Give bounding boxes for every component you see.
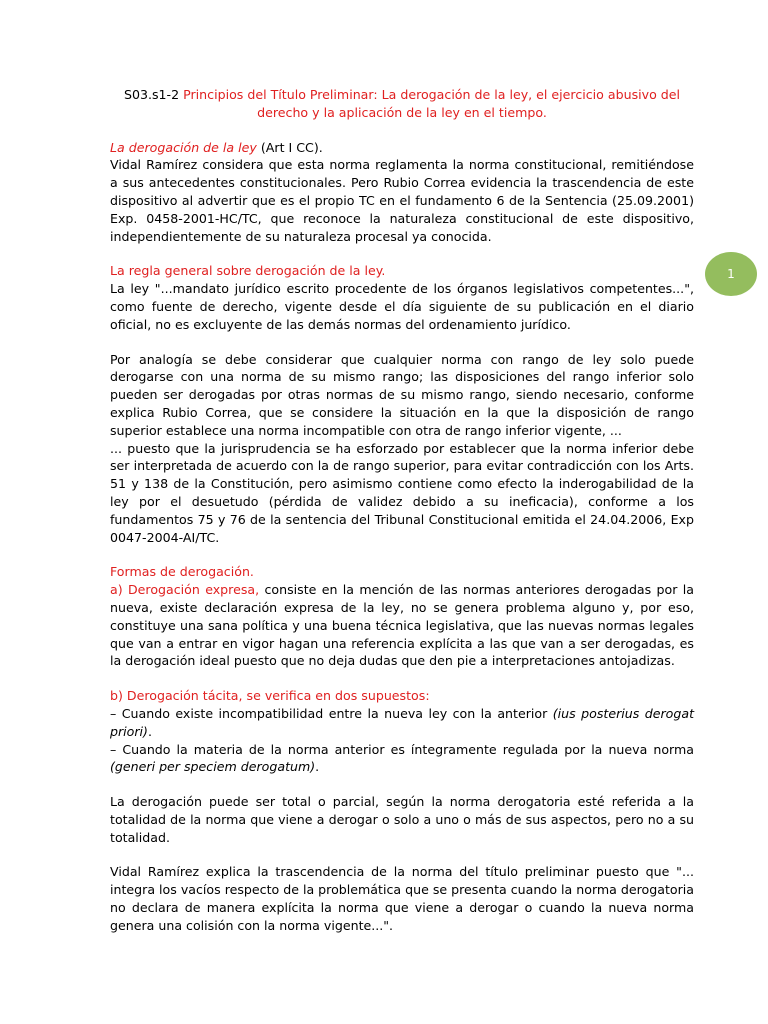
section-heading: Formas de derogación.: [110, 564, 254, 580]
section-heading: La regla general sobre derogación de la ley.: [110, 263, 386, 279]
section-paragraph: Vidal Ramírez considera que esta norma reglamenta la norma constitucional, remitiéndose a sus antecedentes constitucionales. Pero Rubio Correa evidencia la trascendencia de este dispositivo al advertir que es el propio TC en el fundamento 6 de la Sentencia (25.09.2001) Exp. 0458-2001-HC/TC, que reconoce la naturaleza constitucional de este dispositivo, independientemente de su naturaleza procesal ya conocida.: [110, 157, 694, 244]
section-heading-line: [110, 139, 694, 157]
section-heading: La derogación de la ley: [110, 139, 257, 155]
section-paragraph: Vidal Ramírez explica la trascendencia de la norma del título preliminar puesto que "... integra los vacíos respecto de la problemática que se presenta cuando la norma derogatoria no declara de manera explícita la norma que viene a derogar o cuando la nueva norma genera una colisión con la norma vigente...".: [110, 864, 694, 933]
list-item-text: – Cuando existe incompatibilidad entre la nueva ley con la anterior: [110, 705, 553, 721]
title-code: S03.s1-2: [123, 87, 180, 102]
list-item-end: .: [147, 723, 152, 739]
section-heading: b) Derogación tácita, se verifica en dos supuestos:: [110, 688, 430, 704]
section-formas-derogacion: [110, 563, 694, 670]
document-page: [110, 86, 694, 952]
page-number: 1: [727, 267, 735, 281]
section-derogacion-ley: [110, 139, 694, 246]
list-item: [110, 741, 694, 777]
section-analogia: [110, 351, 694, 547]
section-total-parcial: [110, 793, 694, 846]
paragraph-analogia: Por analogía se debe considerar que cualquier norma con rango de ley solo puede derogarse con una norma de su mismo rango; las disposiciones del rango inferior solo pueden ser derogadas por otras normas de su mismo rango, siendo necesario, conforme explica Rubio Correa, que se considere la situación en la que la disposición de rango superior establece una norma incompatible con otra de rango inferior vigente, ...: [110, 351, 694, 438]
section-derogacion-tacita: [110, 687, 694, 776]
list-item: [110, 705, 694, 741]
title-text: Principios del Título Preliminar: La derogación de la ley, el ejercicio abusivo del derecho y la aplicación de la ley en el tiempo.: [183, 87, 681, 120]
list-item-end: .: [315, 759, 320, 775]
latin-phrase: (ius posterius derogat priori): [110, 705, 695, 739]
paragraph-derogacion-expresa: [110, 581, 694, 670]
section-paragraph: La ley "...mandato jurídico escrito procedente de los órganos legislativos competentes...", como fuente de derecho, vigente desde el día siguiente de su publicación en el diario oficial, no es excluyente de las demás normas del ordenamiento jurídico.: [110, 281, 694, 332]
section-regla-general: [110, 262, 694, 333]
paragraph-jurisprudencia: ... puesto que la jurisprudencia se ha esforzado por establecer que la norma inferior debe ser interpretada de acuerdo con la de rango superior, para evitar contradicción con los Arts. 51 y 138 de la Constitución, pero asimismo contiene como efecto la inderogabilidad de la ley por el desuetudo (pérdida de validez debido a su ineficacia), conforme a los fundamentos 75 y 76 de la sentencia del Tribunal Constitucional emitida el 24.04.2006, Exp 0047-2004-AI/TC.: [110, 440, 694, 545]
section-heading-suffix: (Art I CC).: [256, 139, 323, 155]
sub-heading-expresa: a) Derogación expresa,: [110, 582, 260, 598]
section-paragraph: La derogación puede ser total o parcial, según la norma derogatoria esté referida a la totalidad de la norma que viene a derogar o solo a uno o más de sus aspectos, pero no a su totalidad.: [110, 794, 694, 845]
section-vidal-ramirez: [110, 863, 694, 934]
latin-phrase: (generi per speciem derogatum): [110, 759, 316, 775]
page-number-badge: [705, 252, 757, 296]
document-title: [110, 86, 694, 122]
paragraph-text: consiste en la mención de las normas anteriores derogadas por la nueva, existe declaración expresa de la ley, no se genera problema alguno y, por eso, constituye una sana política y una buena técnica legislativa, que las nuevas normas legales que van a entrar en vigor hagan una referencia explícita a las que van a ser derogadas, es la derogación ideal puesto que no deja dudas que den pie a interpretaciones antojadizas.: [110, 582, 694, 669]
list-item-text: – Cuando la materia de la norma anterior es íntegramente regulada por la nueva norma: [110, 741, 694, 757]
